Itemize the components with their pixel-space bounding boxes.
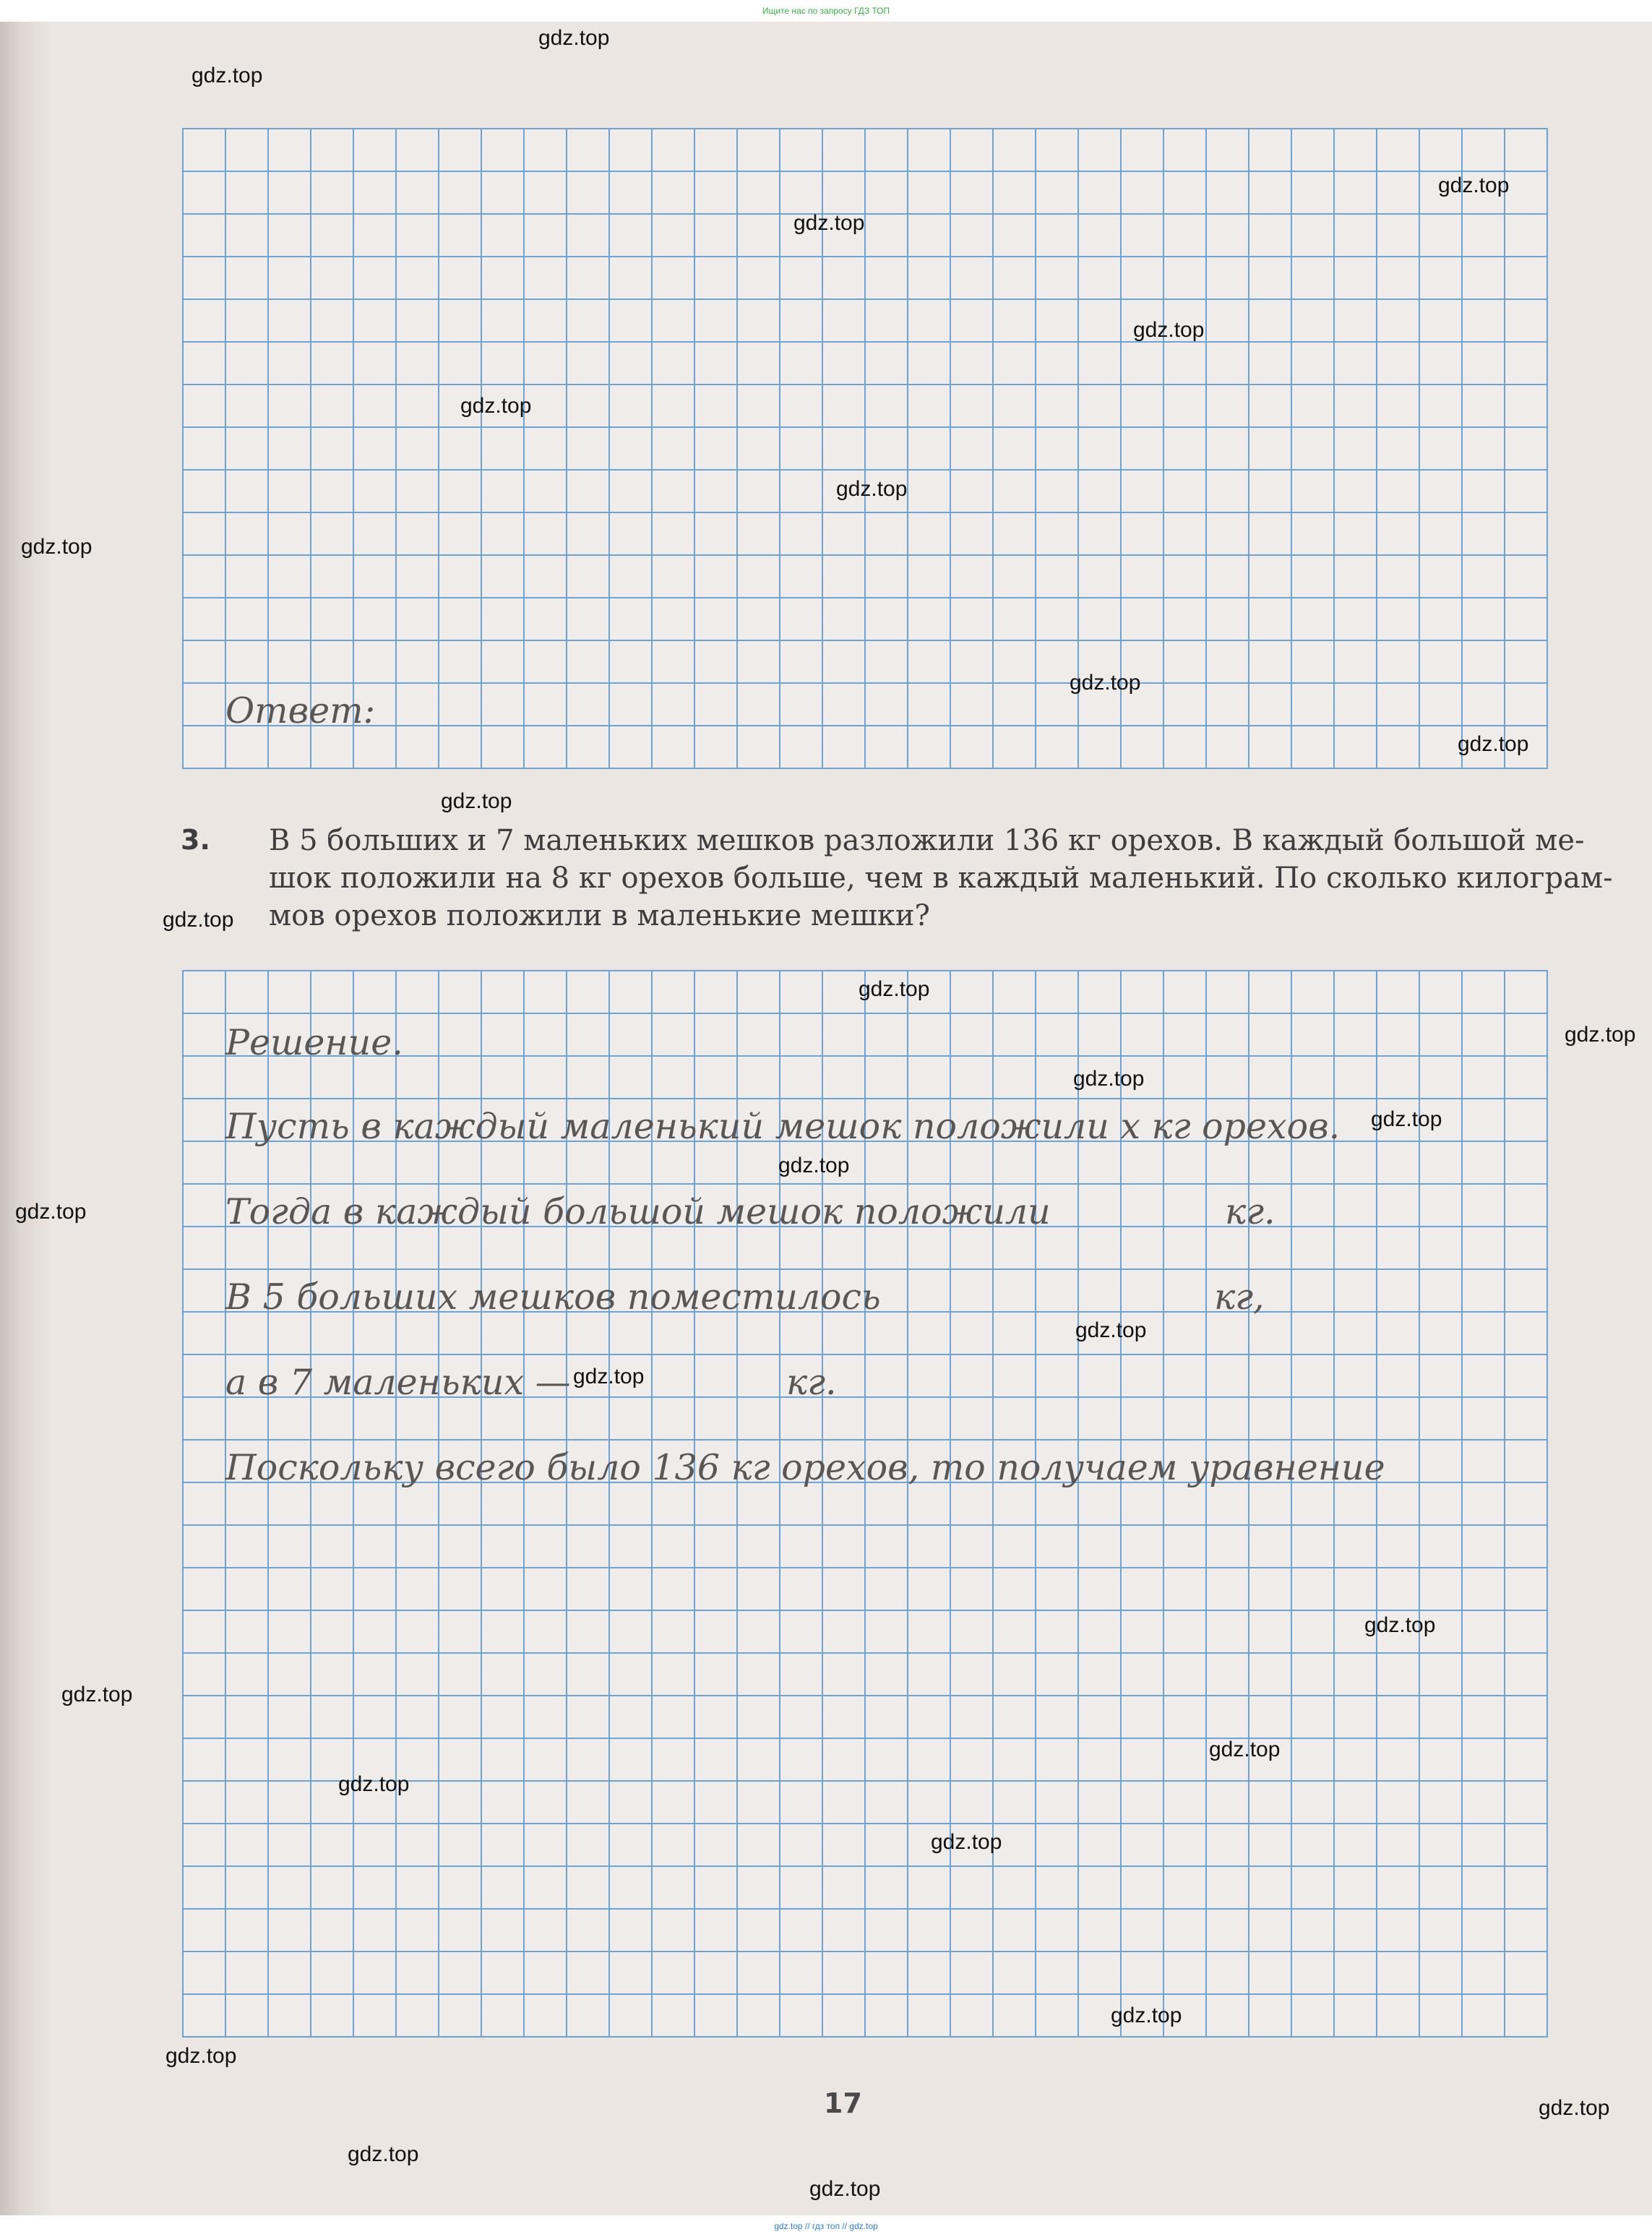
solution-line-4-start: а в 7 маленьких — — [225, 1362, 571, 1403]
task-text-line-3: мов орехов положили в маленькие мешки? — [269, 899, 930, 932]
watermark: gdz.top — [61, 1683, 133, 1706]
task-number: 3. — [181, 824, 210, 856]
watermark: gdz.top — [778, 1154, 850, 1177]
watermark: gdz.top — [931, 1830, 1002, 1854]
watermark: gdz.top — [1565, 1023, 1636, 1047]
solution-line-1: Пусть в каждый маленький мешок положили x кг орехов. — [225, 1106, 1341, 1147]
watermark: gdz.top — [460, 394, 532, 418]
watermark: gdz.top — [1364, 1613, 1436, 1637]
book-spine-shadow — [0, 0, 51, 2237]
watermark: gdz.top — [1075, 1318, 1147, 1342]
watermark: gdz.top — [1111, 2004, 1182, 2027]
solution-title: Решение. — [225, 1022, 403, 1063]
watermark: gdz.top — [793, 211, 865, 235]
watermark: gdz.top — [1458, 732, 1529, 756]
bottom-banner[interactable]: gdz.top // гдз топ // gdz.top — [0, 2215, 1652, 2237]
watermark: gdz.top — [441, 789, 512, 813]
solution-line-2-end: кг. — [1225, 1191, 1275, 1232]
watermark: gdz.top — [1438, 173, 1510, 197]
watermark: gdz.top — [15, 1200, 87, 1224]
watermark: gdz.top — [1073, 1067, 1145, 1091]
watermark: gdz.top — [338, 1772, 410, 1796]
watermark: gdz.top — [538, 26, 610, 50]
watermark: gdz.top — [1371, 1107, 1442, 1131]
watermark: gdz.top — [809, 2177, 881, 2201]
watermark: gdz.top — [1070, 671, 1141, 695]
watermark: gdz.top — [163, 908, 234, 932]
solution-line-4-end: кг. — [786, 1362, 837, 1403]
watermark: gdz.top — [1133, 318, 1205, 342]
solution-line-2-start: Тогда в каждый большой мешок положили — [225, 1191, 1051, 1232]
solution-line-5: Поскольку всего было 136 кг орехов, то получаем уравнение — [225, 1447, 1385, 1488]
watermark: gdz.top — [1209, 1738, 1281, 1761]
task-text-line-1: В 5 больших и 7 маленьких мешков разложили 136 кг орехов. В каждый большой ме- — [269, 824, 1585, 857]
watermark: gdz.top — [192, 64, 263, 87]
watermark: gdz.top — [1539, 2096, 1610, 2120]
solution-line-3-start: В 5 больших мешков поместилось — [225, 1276, 881, 1318]
watermark: gdz.top — [21, 535, 93, 559]
page-number: 17 — [824, 2087, 862, 2119]
top-banner[interactable]: Ищите нас по запросу ГДЗ ТОП — [0, 0, 1652, 22]
watermark: gdz.top — [348, 2142, 419, 2166]
task-text-line-2: шок положили на 8 кг орехов больше, чем в каждый маленький. По сколько килограм- — [269, 862, 1613, 895]
watermark: gdz.top — [165, 2044, 237, 2068]
watermark: gdz.top — [859, 977, 930, 1001]
watermark: gdz.top — [573, 1365, 645, 1388]
answer-grid-1 — [182, 128, 1548, 769]
watermark: gdz.top — [836, 477, 908, 501]
answer-label: Ответ: — [225, 690, 376, 731]
solution-line-3-end: кг, — [1214, 1276, 1265, 1318]
